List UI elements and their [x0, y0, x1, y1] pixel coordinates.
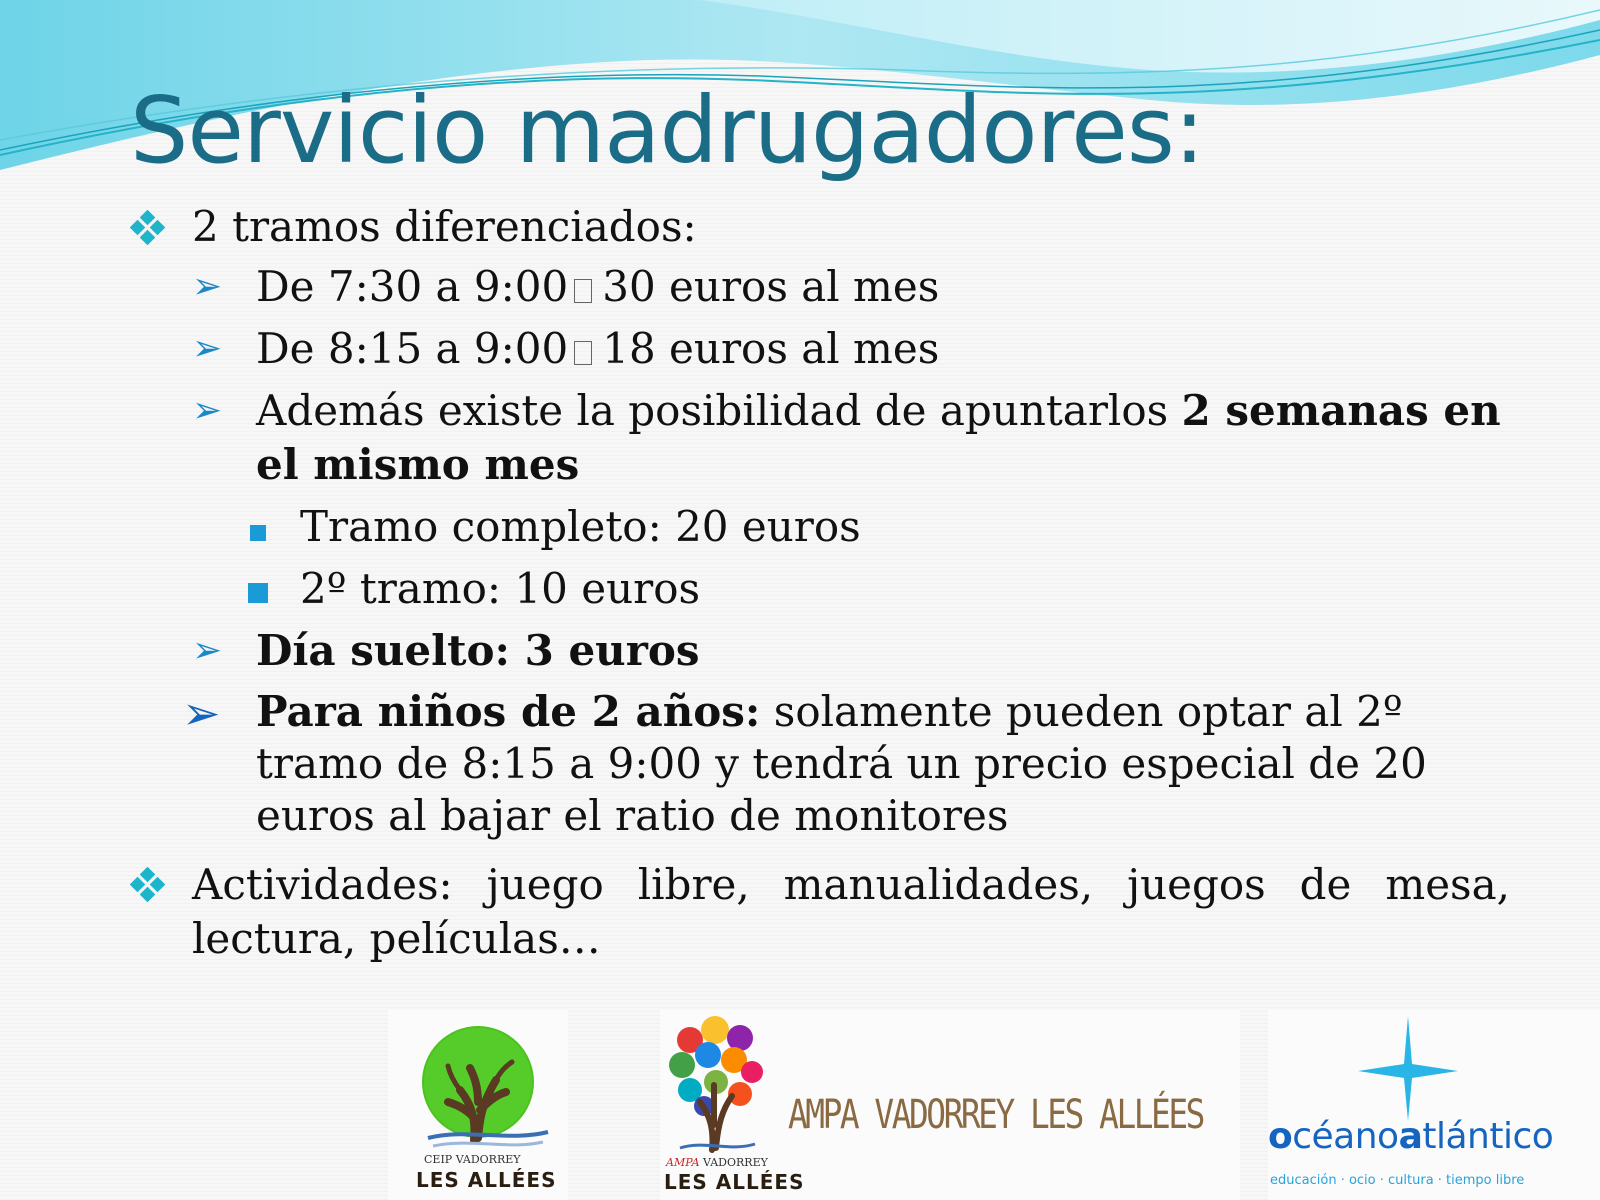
arrowhead-icon: ➢	[192, 390, 223, 431]
dos-semanas-text: Además existe la posibilidad de apuntarlos	[256, 386, 1182, 435]
bullet-tramo-1	[256, 260, 1506, 314]
logos-footer	[0, 1010, 1600, 1200]
square-icon	[250, 525, 266, 541]
arrowhead-icon: ➢	[182, 686, 221, 740]
ampa-caption-1a: AMPA	[666, 1156, 700, 1169]
ninos-text: solamente pueden optar al 2º tramo de 8:15 a 9:00 y tendrá un precio especial de 20 euros al bajar el ratio de monitores	[256, 687, 1427, 840]
ceip-logo	[388, 1010, 568, 1200]
ampa-caption-2: LES ALLÉES	[664, 1170, 805, 1194]
star-icon	[1348, 1016, 1468, 1126]
oceano-wordmark	[1268, 1116, 1553, 1157]
ampa-logo	[660, 1010, 1240, 1200]
oceano-ceano: céano	[1292, 1116, 1399, 1157]
tramo-2-price: 18 euros al mes	[602, 324, 940, 373]
ampa-wordmark: AMPA VADORREY LES ALLÉES	[788, 1092, 1203, 1138]
oceano-tagline: educación · ocio · cultura · tiempo libre	[1270, 1173, 1525, 1188]
oceano-tlantico: tlántico	[1422, 1116, 1554, 1157]
missing-glyph-box	[574, 279, 592, 303]
ninos-bold: Para niños de 2 años:	[256, 687, 761, 736]
diamond-four-icon	[130, 210, 166, 250]
hands-tree-icon	[660, 1010, 770, 1160]
oceano-o: o	[1268, 1116, 1293, 1157]
bullet-dia-suelto: Día suelto: 3 euros	[256, 626, 700, 675]
ceip-caption-1: CEIP VADORREY	[424, 1153, 521, 1166]
arrowhead-icon: ➢	[192, 630, 223, 671]
ampa-caption-1b: VADORREY	[699, 1156, 768, 1169]
ceip-caption-2: LES ALLÉES	[416, 1168, 557, 1192]
dos-semanas-bold: 2 semanas en el mismo mes	[256, 386, 1501, 489]
bullet-dos-semanas	[256, 384, 1511, 492]
tramo-1-price: 30 euros al mes	[602, 262, 940, 311]
bullet-ninos	[256, 686, 1506, 842]
bullet-tramo-2	[256, 322, 1506, 376]
ampa-caption-1	[666, 1156, 768, 1169]
diamond-four-icon	[130, 867, 166, 907]
tramo-2-time: De 8:15 a 9:00	[256, 324, 569, 373]
tree-logo-icon	[388, 1010, 568, 1160]
sub-tramo-completo: Tramo completo: 20 euros	[300, 502, 861, 551]
bullet-tramos: 2 tramos diferenciados:	[192, 202, 697, 251]
oceano-a: a	[1398, 1116, 1423, 1157]
arrowhead-icon: ➢	[192, 266, 223, 307]
sub-segundo-tramo: 2º tramo: 10 euros	[300, 564, 701, 613]
missing-glyph-box	[574, 341, 592, 365]
bullet-actividades: Actividades: juego libre, manualidades, juegos de mesa, lectura, películas…	[192, 860, 1510, 963]
square-icon	[248, 583, 268, 603]
tramo-1-time: De 7:30 a 9:00	[256, 262, 569, 311]
arrowhead-icon: ➢	[192, 328, 223, 369]
slide-title: Servicio madrugadores:	[130, 77, 1204, 184]
oceano-logo	[1268, 1010, 1600, 1200]
